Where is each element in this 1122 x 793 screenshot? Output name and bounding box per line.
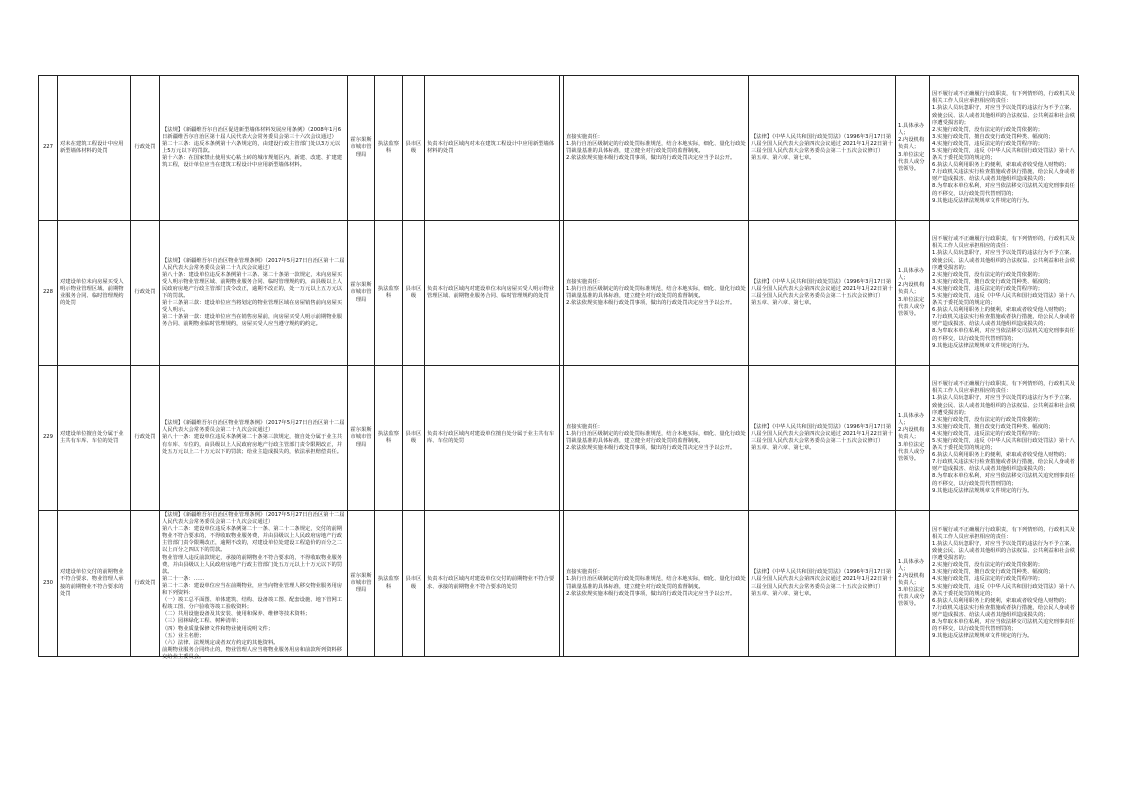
supervision-basis-cell [749,366,896,511]
table-row [39,76,1079,221]
supervision-basis: 【法律】《中华人民共和国行政处罚法》（1996年3月17日第八届全国人民代表大会第四次会议通过 2021年1月22日第十三届全国人民代表大会常务委员会第二十五次会议修订） 第五章、第六章、第七章。 [751,423,893,452]
implementing-body: 霍尔果斯市城市管理局 [350,572,372,594]
item-type: 行政处罚 [134,289,156,296]
responsible-persons-cell [896,366,930,511]
supervision-basis: 【法律】《中华人民共和国行政处罚法》（1996年3月17日第八届全国人民代表大会第四次会议通过 2021年1月22日第十三届全国人民代表大会常务委员会第二十五次会议修订） 第五章、第六章、第七章。 [751,569,893,597]
implementation-duty: 直接实施责任： 1.执行自治区级制定的行政处罚标准规范，结合本地实际，细化、量化行政处罚裁量基准的具体标准，建立健全对行政处罚的监督制度。 2.依法依规实施本级行政处罚事项，做出的行政处罚决定应当予以公开。 [566,569,746,597]
item-name: 对未在建筑工程设计中应用新型墙体材料的处罚 [60,140,124,154]
responsibility-table [38,75,1079,660]
accountability-clause-cell [930,366,1079,511]
responsible-department: 执法监察科 [377,285,400,299]
supervision-basis: 【法律】《中华人民共和国行政处罚法》（1996年3月17日第八届全国人民代表大会第四次会议通过 2021年1月22日第十三届全国人民代表大会常务委员会第二十五次会议修订） 第五章、第六章、第七章。 [751,133,893,162]
administrative-level-cell [403,76,425,221]
accountability-clause-cell [930,511,1079,657]
item-type-cell [131,511,160,657]
accountability-clause-cell [930,76,1079,221]
responsible-persons: 1.具体承办人； 2.内设机构负责人； 3.单位法定代表人或分管领导。 [898,413,925,462]
implementing-body: 霍尔果斯市城市管理局 [350,427,372,448]
item-type-cell [131,366,160,511]
legal-basis-cell [160,511,348,660]
supervision-basis: 【法律】《中华人民共和国行政处罚法》（1996年3月17日第八届全国人民代表大会第四次会议通过 2021年1月22日第十三届全国人民代表大会常务委员会第二十五次会议修订） 第五章、第六章、第七章。 [751,278,893,307]
table-row [39,366,1079,511]
row-number: 230 [42,579,54,586]
responsible-department-cell [375,511,403,657]
administrative-level-cell [403,366,425,511]
implementation-duty-cell [564,511,749,657]
accountability-clause: 因不履行或不正确履行行政职责，有下列情形的，行政机关及相关工作人员应承担相应的责任： 1.执法人员玩忽职守，对应当予以处罚的违法行为不予立案、致使公民、法人或者其他组织的合法权益、公共利益和社会秩序遭受损害的； 2.实施行政处罚，没有法定的行政处罚依据的； 3.实施行政处罚，擅自改变行政处罚种类、幅度的； 4.实施行政处罚，违反法定的行政处罚程序的； 5.实施行政处罚，违反《中华人民共和国行政处罚法》第十八条关于委托处罚的规定的； 6.执法人员利用职务上的便利，索取或者收受他人财物的； 7.行政机关违法实行检查措施或者执行措施，给公民人身或者财产造成损害、给法人或者其他组织造成损失的； 8.为牟取本单位私利，对应当依法移交司法机关追究刑事责任的不移交，以行政处罚代替刑罚的； 9.其他违反法律法规规章文件规定的行为。 [932,381,1076,494]
implementation-duty-cell [564,366,749,511]
responsible-department: 执法监察科 [377,140,400,154]
row-number-cell [39,511,58,657]
row-number: 227 [42,144,54,151]
document-page [38,75,1078,660]
accountability-clause: 因不履行或不正确履行行政职责，有下列情形的，行政机关及相关工作人员应承担相应的责任： 1.执法人员玩忽职守，对应当予以处罚的违法行为不予立案、致使公民、法人或者其他组织的合法权益、公共利益和社会秩序遭受损害的； 2.实施行政处罚，没有法定的行政处罚依据的； 3.实施行政处罚，擅自改变行政处罚种类、幅度的； 4.实施行政处罚，违反法定的行政处罚程序的； 5.实施行政处罚，违反《中华人民共和国行政处罚法》第十八条关于委托处罚的规定的； 6.执法人员利用职务上的便利，索取或者收受他人财物的； 7.行政机关违法实行检查措施或者执行措施，给公民人身或者财产造成损害、给法人或者其他组织造成损失的； 8.为牟取本单位私利，对应当依法移交司法机关追究刑事责任的不移交，以行政处罚代替刑罚的； 9.其他违反法律法规规章文件规定的行为。 [932,526,1076,640]
item-name-cell [58,511,131,657]
responsible-department: 执法监察科 [377,430,400,444]
item-name-cell [58,221,131,366]
legal-basis-cell [160,76,348,221]
responsibility-scope: 负责本行政区域内对建设单位未向房屋买受人明示物业管理区域、前期物业服务合同、临时管理规约的处罚 [427,285,555,299]
row-number: 229 [42,434,54,441]
implementing-body: 霍尔果斯市城市管理局 [350,137,372,158]
item-type: 行政处罚 [134,144,156,151]
accountability-clause-cell [930,221,1079,366]
responsible-department-cell [375,76,403,221]
accountability-clause: 因不履行或不正确履行行政职责，有下列情形的，行政机关及相关工作人员应承担相应的责任： 1.执法人员玩忽职守，对应当予以处罚的违法行为不予立案、致使公民、法人或者其他组织的合法权益、公共利益和社会秩序遭受损害的； 2.实施行政处罚，没有法定的行政处罚依据的； 3.实施行政处罚，擅自改变行政处罚种类、幅度的； 4.实施行政处罚，违反法定的行政处罚程序的； 5.实施行政处罚，违反《中华人民共和国行政处罚法》第十八条关于委托处罚的规定的； 6.执法人员利用职务上的便利，索取或者收受他人财物的； 7.行政机关违法实行检查措施或者执行措施，给公民人身或者财产造成损害、给法人或者其他组织造成损失的； 8.为牟取本单位私利，对应当依法移交司法机关追究刑事责任的不移交，以行政处罚代替刑罚的； 9.其他违反法律法规规章文件规定的行为。 [932,91,1076,204]
administrative-level: 县市区级 [405,285,422,299]
responsible-persons-cell [896,76,930,221]
implementing-body-cell [348,221,375,366]
item-name: 对建设单位擅自处分属于业主共有车库、车位的处罚 [60,430,124,444]
responsibility-scope-cell [425,511,560,657]
implementation-duty-cell [564,221,749,366]
legal-basis: 【法规】《新疆维吾尔自治区物业管理条例》（2017年5月27日自治区第十二届人民代表大会常务委员会第二十九次会议通过） 第八十条：建设单位违反本条例第十三条、第二十条第一款规定，未向房屋买受人明示物业管理区域、前期物业服务合同、临时管理规约的，由县级以上人民政府房地产行政主管部门责令改正，逾期不改正的，处一万元以上五万元以下的罚款。 第十三条第三款：建设单位应当将划定的物业管理区域在房屋销售前向房屋买受人明示。 第二十条第一款：建设单位应当在销售房屋前，向房屋买受人明示前期物业服务合同、前期物业临时管理规约，房屋买受人应当遵守规约的约定。 [162,257,345,328]
table-row [39,511,1079,657]
implementing-body: 霍尔果斯市城市管理局 [350,282,372,303]
item-name-cell [58,76,131,221]
item-type: 行政处罚 [134,434,156,441]
administrative-level: 县市区级 [405,140,422,154]
legal-basis: 【法规】《新疆维吾尔自治区物业管理条例》（2017年5月27日自治区第十二届人民代表大会常务委员会第二十九次会议通过） 第八十一条：建设单位违反本条例第二十条第三款规定，擅自处分属于业主共有车库、车位的，由县级以上人民政府房地产行政主管部门责令限期改正，并处五万元以上二十万元以下的罚款；给业主造成损失的，依法承担赔偿责任。 [162,420,345,455]
implementing-body-cell [348,511,375,657]
administrative-level-cell [403,221,425,366]
responsible-persons: 1.具体承办人； 2.内设机构负责人； 3.单位法定代表人或分管领导。 [898,123,925,172]
responsible-persons: 1.具体承办人； 2.内设机构负责人； 3.单位法定代表人或分管领导。 [898,268,925,317]
legal-basis-cell [160,366,348,511]
legal-basis-cell [160,221,348,366]
item-name: 对建设单位未向房屋买受人明示物业管理区域、前期物业服务合同、临时管理规约的处罚 [60,278,124,307]
row-number-cell [39,366,58,511]
implementing-body-cell [348,76,375,221]
responsible-department: 执法监察科 [377,576,400,590]
administrative-level: 县市区级 [405,430,422,444]
administrative-level: 县市区级 [405,576,422,590]
item-type-cell [131,221,160,366]
supervision-basis-cell [749,221,896,366]
item-type-cell [131,76,160,221]
responsibility-scope-cell [425,366,560,511]
implementing-body-cell [348,366,375,511]
supervision-basis-cell [749,76,896,221]
accountability-clause: 因不履行或不正确履行行政职责，有下列情形的，行政机关及相关工作人员应承担相应的责任： 1.执法人员玩忽职守，对应当予以处罚的违法行为不予立案、致使公民、法人或者其他组织的合法权益、公共利益和社会秩序遭受损害的； 2.实施行政处罚，没有法定的行政处罚依据的； 3.实施行政处罚，擅自改变行政处罚种类、幅度的； 4.实施行政处罚，违反法定的行政处罚程序的； 5.实施行政处罚，违反《中华人民共和国行政处罚法》第十八条关于委托处罚的规定的； 6.执法人员利用职务上的便利，索取或者收受他人财物的； 7.行政机关违法实行检查措施或者执行措施，给公民人身或者财产造成损害、给法人或者其他组织造成损失的； 8.为牟取本单位私利，对应当依法移交司法机关追究刑事责任的不移交，以行政处罚代替刑罚的； 9.其他违反法律法规规章文件规定的行为。 [932,236,1076,349]
row-number: 228 [42,289,54,296]
row-number-cell [39,76,58,221]
supervision-basis-cell [749,511,896,657]
responsibility-scope: 负责本行政区域内对建设单位交付的前期物业不符合要求、承接的前期物业不符合要求的处罚 [427,576,555,590]
responsible-persons: 1.具体承办人； 2.内设机构负责人； 3.单位法定代表人或分管领导。 [898,558,925,608]
implementation-duty: 直接实施责任： 1.执行自治区级制定的行政处罚标准规范，结合本地实际，细化、量化行政处罚裁量基准的具体标准，建立健全对行政处罚的监督制度。 2.依法依规实施本级行政处罚事项，做出的行政处罚决定应当予以公开。 [566,133,746,162]
administrative-level-cell [403,511,425,657]
responsibility-scope: 负责本行政区域内对未在建筑工程设计中应用新型墙体材料的处罚 [427,140,555,154]
table-row [39,221,1079,366]
implementation-duty-cell [564,76,749,221]
responsibility-scope-cell [425,76,560,221]
responsible-department-cell [375,366,403,511]
responsible-persons-cell [896,221,930,366]
responsibility-scope-cell [425,221,560,366]
responsibility-scope: 负责本行政区域内对建设单位擅自处分属于业主共有车库、车位的处罚 [427,430,555,444]
item-name-cell [58,366,131,511]
implementation-duty: 直接实施责任： 1.执行自治区级制定的行政处罚标准规范，结合本地实际，细化、量化行政处罚裁量基准的具体标准，建立健全对行政处罚的监督制度。 2.依法依规实施本级行政处罚事项，做出的行政处罚决定应当予以公开。 [566,278,746,307]
implementation-duty: 直接实施责任： 1.执行自治区级制定的行政处罚标准规范，结合本地实际，细化、量化行政处罚裁量基准的具体标准，建立健全对行政处罚的监督制度。 2.依法依规实施本级行政处罚事项，做出的行政处罚决定应当予以公开。 [566,423,746,452]
responsible-department-cell [375,221,403,366]
responsible-persons-cell [896,511,930,657]
item-type: 行政处罚 [134,579,156,586]
row-number-cell [39,221,58,366]
legal-basis: 【法规】《新疆维吾尔自治区促进新型墙体材料发展应用条例》（2008年1月6日新疆维吾尔自治区第十届人民代表大会常务委员会第三十六次会议通过） 第二十三条：违反本条例第十六条规定的，由建设行政主管部门处以3万元以上5万元以下的罚款。 第十六条：在国家禁止使用实心粘土砖的城市规划区内，新建、改建、扩建建筑工程，设计单位应当在建筑工程设计中应用新型墙体材料。 [162,126,343,169]
item-name: 对建设单位交付的前期物业不符合要求、物业管理人承接的前期物业不符合要求的处罚 [60,569,124,597]
legal-basis: 【法规】《新疆维吾尔自治区物业管理条例》（2017年5月27日自治区第十二届人民代表大会常务委员会第二十九次会议通过） 第八十二条：建设单位违反本条例第二十一条、第二十二条规定，交付的前期物业不符合要求的，不得收取物业服务费，并由县级以上人民政府房地产行政主管部门责令限期改正，逾期不改的，对建设单位处建设工程造价的百分之二以上百分之四以下的罚款。 物业管理人违反前款规定，承接的前期物业不符合要求的，不得收取物业服务费，并由县级以上人民政府房地产行政主管部门处五万元以上十万元以下的罚款。 第二十一条：…… 第二十二条：建设单位应当在前期物业，应当向物业管理人移交物业服务用房和下列资料： （一）竣工总平面图、单体建筑、结构、设备竣工图、配套设施、地下管网工程竣工图、分户验收等竣工验收资料； （二）共用设施设备及其安装、使用和保养、维修等技术资料； （三）园林绿化工程、树种清单； （四）物业质量保修文件和物业使用说明文件； （五）业主名册； （六）法律、法规规定或者双方约定的其他资料。 前期物业服务合同终止的，物业管理人应当将物业服务用房和前款所列资料移交给业主委员会。 [162,512,345,660]
